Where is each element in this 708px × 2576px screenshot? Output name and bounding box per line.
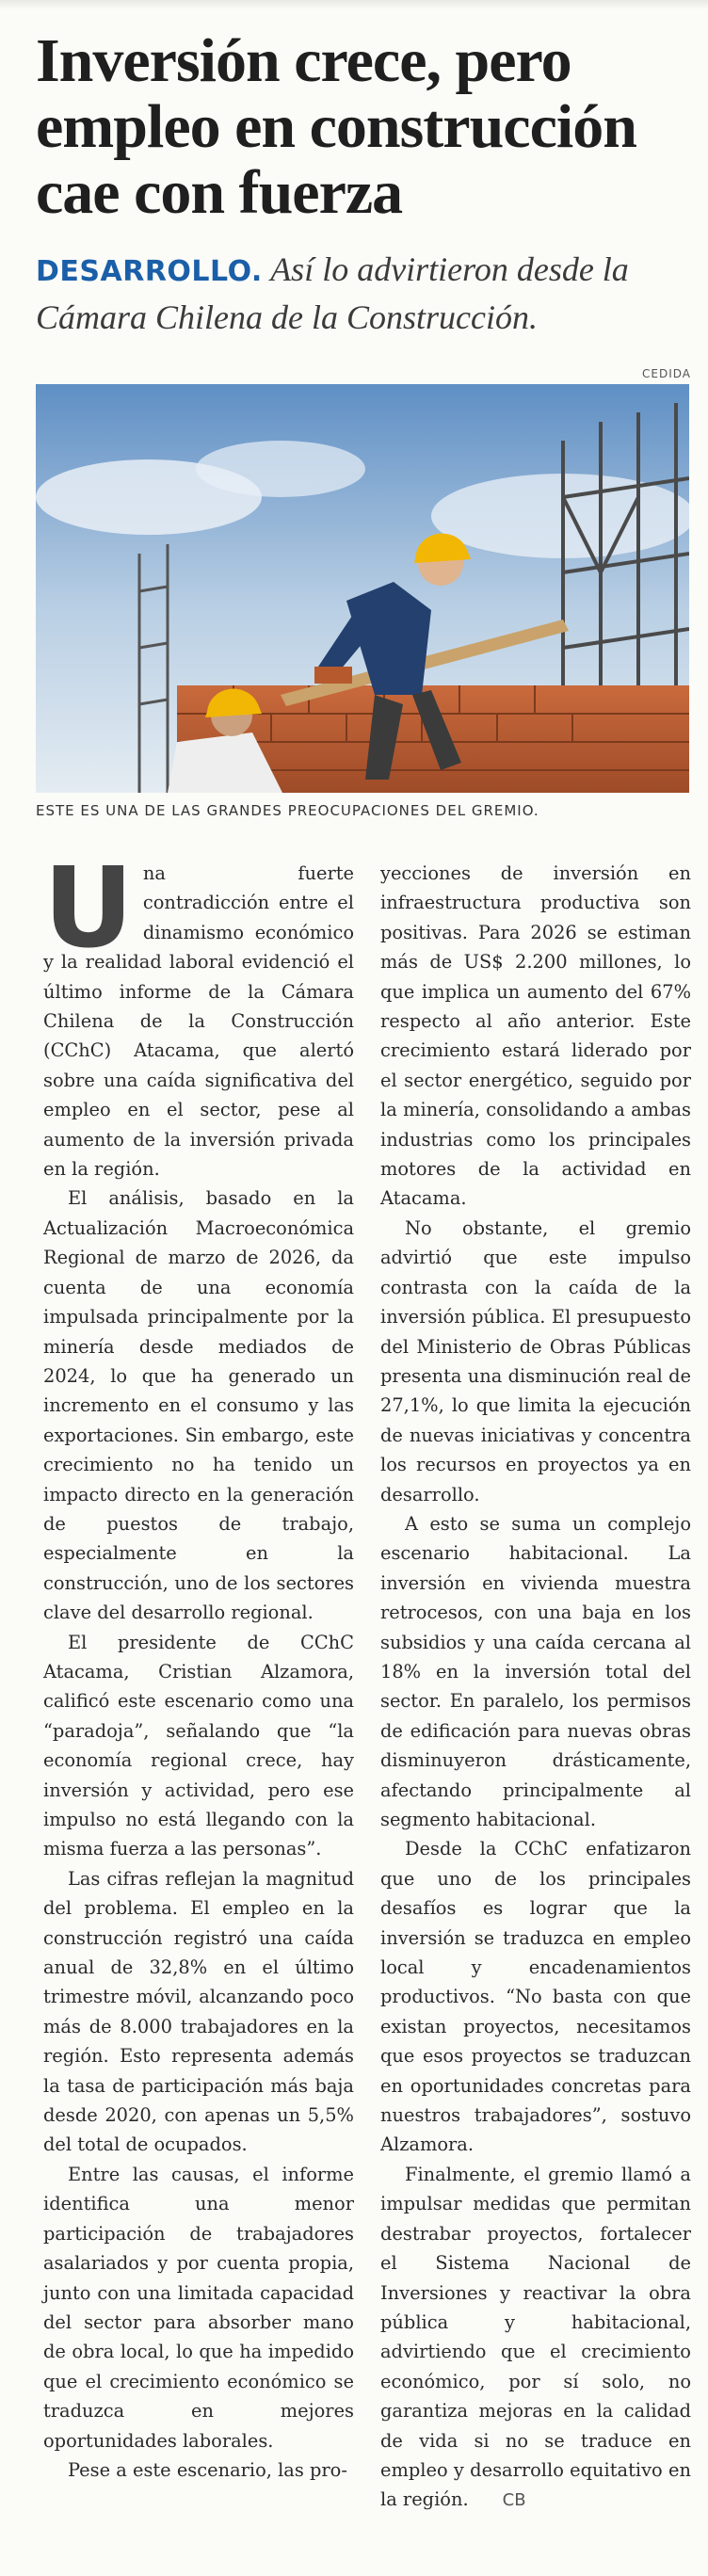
body-paragraph: yecciones de inversión en infraestructura productiva son positivas. Para 2026 se estiman más de US$ 2.200 millones, lo que implica un aumento del 67% respecto al año anterior. Este crecimiento estará liderado por el sector energético, seguido por la minería, consolidando a ambas industrias como los principales motores de la actividad en Atacama. (380, 862, 691, 1210)
body-paragraph: Desde la CChC enfatizaron que uno de los principales desafíos es lograr que la inversión se traduzca en empleo local y encadenamientos productivos. “No basta con que existan proyectos, necesitamos que esos proyectos se traduzcan en oportunidades concretas para nuestros trabajadores”, sostuvo Alzamora. (380, 1838, 691, 2156)
body-paragraph: Pese a este escenario, las pro- (68, 2458, 347, 2481)
body-paragraph: No obstante, el gremio advirtió que este impulso contrasta con la caída de la inversión pública. El presupuesto del Ministerio de Obras Públicas presenta una disminución real de 27,1%, lo que limita la ejecución de nuevas iniciativas y concentra los recursos en proyectos ya en desarrollo. (380, 1216, 691, 1505)
photo-credit: CEDIDA (642, 367, 691, 380)
body-paragraph: El presidente de CChC Atacama, Cristian Alzamora, calificó este escenario como una “paradoja”, señalando que “la economía regional crece, hay inversión y actividad, pero ese impulso no está llegando con la misma fuerza a las personas”. (43, 1631, 354, 1860)
page-top-edge (0, 0, 708, 9)
photo-caption: ESTE ES UNA DE LAS GRANDES PREOCUPACIONES DEL GREMIO. (36, 802, 539, 819)
body-paragraph: El análisis, basado en la Actualización Macroeconómica Regional de marzo de 2026, da cuenta de una economía impulsada principalmente por la minería desde mediados de 2024, lo que ha generado un incremento en el consumo y las exportaciones. Sin embargo, este crecimiento no ha tenido un impacto directo en la generación de puestos de trabajo, especialmente en la construcción, uno de los sectores clave del desarrollo regional. (43, 1187, 354, 1624)
body-column-left (43, 843, 354, 2485)
article-deck (36, 247, 695, 340)
body-paragraph: Entre las causas, el informe identifica una menor participación de trabajadores asalariados y por cuenta propia, junto con una limitada capacidad del sector para absorber mano de obra local, lo que ha impedido que el crecimiento económico se traduzca en mejores oportunidades laborales. (43, 2163, 354, 2452)
section-kicker: DESARROLLO. (36, 255, 263, 288)
article-headline: Inversión crece, pero empleo en construcción cae con fuerza (36, 26, 636, 227)
article-photo (36, 384, 689, 793)
deck-text: Así lo advirtieron desde la Cámara Chilena de la Construcción. (36, 250, 629, 336)
article-body (36, 843, 691, 2563)
body-paragraph: Finalmente, el gremio llamó a impulsar medidas que permitan destrabar proyectos, fortalecer el Sistema Nacional de Inversiones y reactivar la obra pública y habitacional, advirtiendo que el crecimiento económico, por sí solo, no garantiza mejoras en la calidad de vida si no se traduce en empleo y desarrollo equitativo en la región. CB (380, 2160, 691, 2516)
drop-cap: U (43, 843, 134, 973)
body-paragraph: A esto se suma un complejo escenario habitacional. La inversión en vivienda muestra retrocesos, con una baja en los subsidios y una caída cercana al 18% en la inversión total del sector. En paralelo, los permisos de edificación para nuevas obras disminuyeron drásticamente, afectando principalmente al segmento habitacional. (380, 1512, 691, 1830)
construction-workers-image (36, 384, 689, 793)
body-paragraph: Una fuerte contradicción entre el dinamismo económico y la realidad laboral evidenció el último informe de la Cámara Chilena de la Construcción (CChC) Atacama, que alertó sobre una caída significativa del empleo en el sector, pese al aumento de la inversión privada en la región. (43, 843, 354, 1181)
end-of-article-mark: CB (502, 2490, 526, 2511)
body-column-right (380, 859, 691, 2516)
body-paragraph: Las cifras reflejan la magnitud del problema. El empleo en la construcción registró una caída anual de 32,8% en el último trimestre móvil, alcanzando poco más de 8.000 trabajadores en la región. Esto representa además la tasa de participación más baja desde 2020, con apenas un 5,5% del total de ocupados. (43, 1867, 354, 2156)
